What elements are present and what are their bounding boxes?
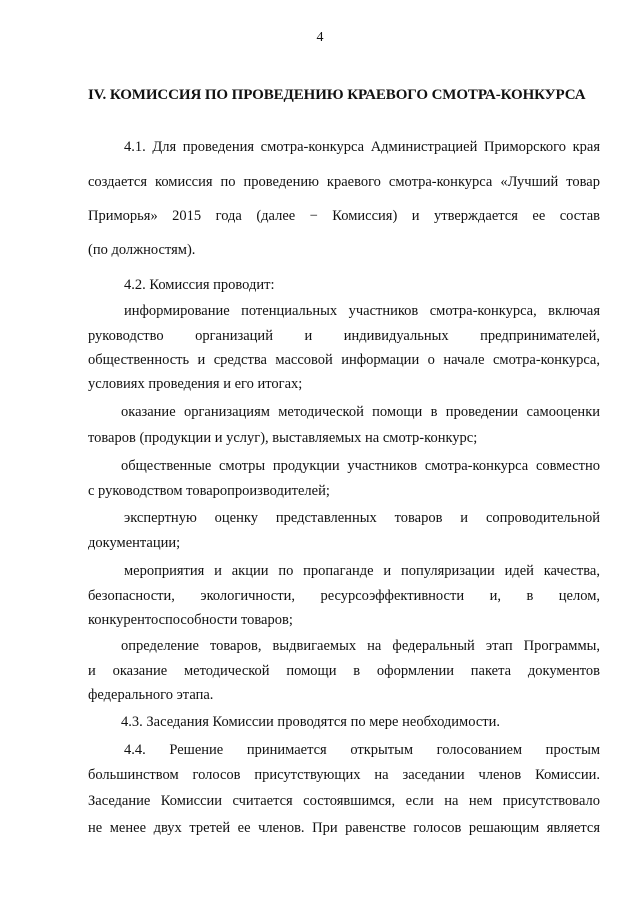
text-line: определение товаров, выдвигаемых на федеральный этап Программы, xyxy=(121,638,600,654)
page-number: 4 xyxy=(316,30,324,45)
text-line: информирование потенциальных участников смотра-конкурса, включая xyxy=(124,303,600,319)
text-line: федерального этапа. xyxy=(88,687,214,703)
text-line: не менее двух третей ее членов. При равенстве голосов решающим является xyxy=(88,820,600,836)
text-line: общественность и средства массовой информации о начале смотра-конкурса, xyxy=(88,352,600,368)
text-line: мероприятия и акции по пропаганде и популяризации идей качества, xyxy=(124,563,600,579)
text-line: с руководством товаропроизводителей; xyxy=(88,483,330,499)
section-heading: IV. КОМИССИЯ ПО ПРОВЕДЕНИЮ КРАЕВОГО СМОТРА-КОНКУРСА xyxy=(88,87,586,103)
text-line: 4.1. Для проведения смотра-конкурса Администрацией Приморского края xyxy=(124,139,600,155)
text-line: документации; xyxy=(88,535,181,551)
text-line: условиях проведения и его итогах; xyxy=(88,376,303,392)
text-line: товаров (продукции и услуг), выставляемых на смотр-конкурс; xyxy=(88,430,478,446)
text-line: Заседание Комиссии считается состоявшимся, если на нем присутствовало xyxy=(88,793,600,809)
text-line: 4.3. Заседания Комиссии проводятся по мере необходимости. xyxy=(121,714,501,730)
text-line: конкурентоспособности товаров; xyxy=(88,612,293,628)
text-line: 4.4. Решение принимается открытым голосованием простым xyxy=(124,742,600,758)
text-line: безопасности, экологичности, ресурсоэффективности и, в целом, xyxy=(88,588,600,604)
text-line: экспертную оценку представленных товаров и сопроводительной xyxy=(124,510,600,526)
text-line: 4.2. Комиссия проводит: xyxy=(124,277,275,293)
text-line: оказание организациям методической помощи в проведении самооценки xyxy=(121,404,600,420)
text-line: руководство организаций и индивидуальных предпринимателей, xyxy=(88,328,600,344)
text-line: общественные смотры продукции участников смотра-конкурса совместно xyxy=(121,458,600,474)
text-line: большинством голосов присутствующих на заседании членов Комиссии. xyxy=(88,767,600,783)
text-line: Приморья» 2015 года (далее − Комиссия) и утверждается ее состав xyxy=(88,208,600,224)
text-line: и оказание методической помощи в оформлении пакета документов xyxy=(88,663,600,679)
text-line: (по должностям). xyxy=(88,242,196,258)
text-line: создается комиссия по проведению краевого смотра-конкурса «Лучший товар xyxy=(88,174,600,190)
